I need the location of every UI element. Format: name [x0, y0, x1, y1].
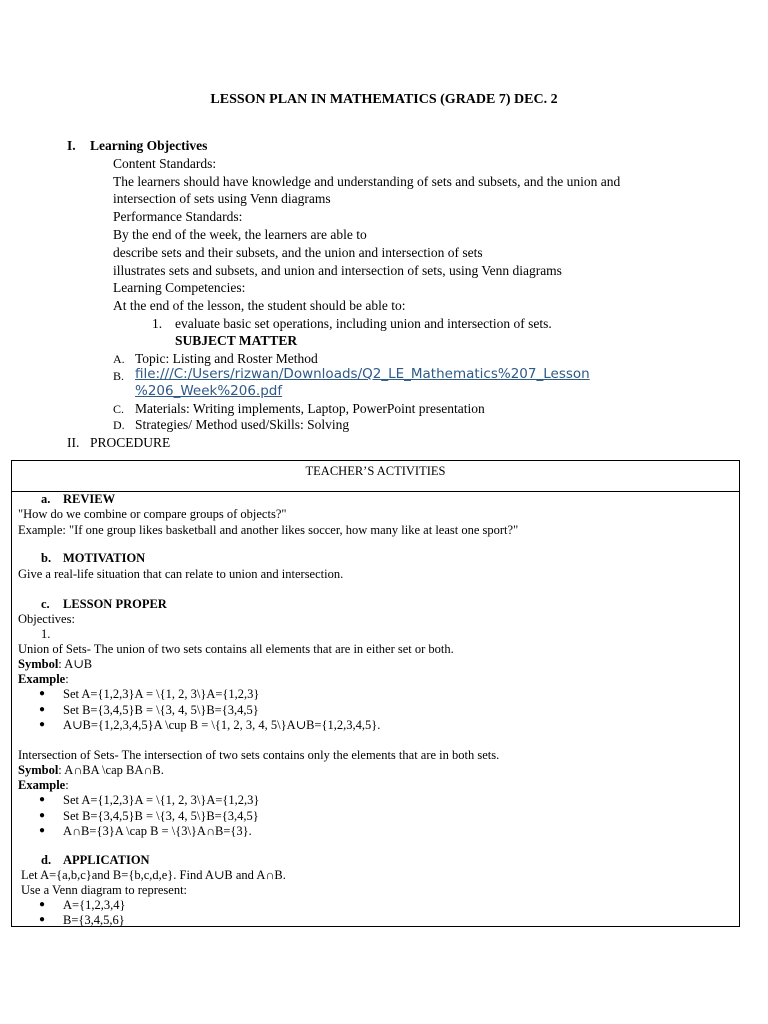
section-numeral: I.: [67, 138, 76, 153]
bullet-icon: ●: [39, 825, 46, 836]
subject-topic: Topic: Listing and Roster Method: [135, 351, 318, 366]
intersection-example-item: Set A={1,2,3}A = \{1, 2, 3\}A={1,2,3}: [63, 793, 260, 807]
application-heading: APPLICATION: [63, 853, 150, 867]
example-label: Example:: [18, 778, 69, 792]
list-number: 1.: [41, 627, 51, 641]
bullet-icon: ●: [39, 704, 46, 715]
competency-item: evaluate basic set operations, including union and intersection of sets.: [175, 316, 552, 331]
learning-competencies-label: Learning Competencies:: [113, 280, 246, 295]
section-numeral: II.: [67, 435, 80, 450]
union-example-item: Set A={1,2,3}A = \{1, 2, 3\}A={1,2,3}: [63, 687, 260, 701]
motivation-text: Give a real-life situation that can relate to union and intersection.: [18, 567, 344, 581]
example-label: Example:: [18, 672, 69, 686]
performance-standards-text: illustrates sets and subsets, and union and intersection of sets, using Venn diagrams: [113, 263, 562, 278]
table-header: TEACHER’S ACTIVITIES: [12, 461, 739, 492]
activities-table: [11, 460, 740, 927]
union-example-item: A∪B={1,2,3,4,5}A \cup B = \{1, 2, 3, 4, 5\}A∪B={1,2,3,4,5}.: [63, 718, 381, 732]
document-title: LESSON PLAN IN MATHEMATICS (GRADE 7) DEC. 2: [210, 92, 558, 107]
bullet-icon: ●: [39, 688, 46, 699]
procedure-heading: PROCEDURE: [90, 435, 171, 450]
performance-standards-text: describe sets and their subsets, and the union and intersection of sets: [113, 245, 483, 260]
application-set: A={1,2,3,4}: [63, 898, 126, 912]
list-letter: A.: [113, 352, 125, 366]
learning-competencies-text: At the end of the lesson, the student should be able to:: [113, 298, 406, 313]
intersection-example-item: A∩B={3}A \cap B = \{3\}A∩B={3}.: [63, 824, 252, 838]
section-heading: Learning Objectives: [90, 138, 208, 153]
application-task: Let A={a,b,c}and B={b,c,d,e}. Find A∪B and A∩B.: [21, 868, 286, 882]
list-letter: c.: [41, 597, 50, 611]
motivation-heading: MOTIVATION: [63, 551, 146, 565]
reference-link[interactable]: %206_Week%206.pdf: [135, 383, 283, 399]
subject-materials: Materials: Writing implements, Laptop, PowerPoint presentation: [135, 401, 485, 416]
intersection-definition: Intersection of Sets- The intersection of two sets contains only the elements that are in both sets.: [18, 748, 500, 762]
review-question: "How do we combine or compare groups of objects?": [18, 507, 287, 521]
bullet-icon: ●: [39, 914, 46, 925]
lesson-proper-heading: LESSON PROPER: [63, 597, 167, 611]
content-standards-text: intersection of sets using Venn diagrams: [113, 191, 331, 206]
list-letter: a.: [41, 492, 51, 506]
objectives-label: Objectives:: [18, 612, 75, 626]
content-standards-text: The learners should have knowledge and understanding of sets and subsets, and the union and: [113, 174, 621, 189]
content-standards-label: Content Standards:: [113, 156, 217, 171]
intersection-symbol: Symbol: A∩BA \cap BA∩B.: [18, 763, 164, 777]
bullet-icon: ●: [39, 719, 46, 730]
reference-link[interactable]: file:///C:/Users/rizwan/Downloads/Q2_LE_Mathematics%207_Lesson: [135, 366, 590, 382]
review-example: Example: "If one group likes basketball and another likes soccer, how many like at least one sport?": [18, 523, 519, 537]
bullet-icon: ●: [39, 794, 46, 805]
union-symbol: Symbol: A∪B: [18, 657, 93, 671]
list-letter: C.: [113, 402, 125, 416]
union-definition: Union of Sets- The union of two sets contains all elements that are in either set or both.: [18, 642, 454, 656]
list-letter: D.: [113, 418, 125, 432]
list-letter: d.: [41, 853, 52, 867]
bullet-icon: ●: [39, 810, 46, 821]
intersection-example-item: Set B={3,4,5}B = \{3, 4, 5\}B={3,4,5}: [63, 809, 259, 823]
subject-strategies: Strategies/ Method used/Skills: Solving: [135, 417, 350, 432]
list-letter: b.: [41, 551, 52, 565]
union-example-item: Set B={3,4,5}B = \{3, 4, 5\}B={3,4,5}: [63, 703, 259, 717]
performance-standards-text: By the end of the week, the learners are able to: [113, 227, 367, 242]
list-number: 1.: [152, 316, 163, 331]
review-heading: REVIEW: [63, 492, 116, 506]
bullet-icon: ●: [39, 899, 46, 910]
list-letter: B.: [113, 369, 125, 383]
subject-matter-heading: SUBJECT MATTER: [175, 333, 298, 348]
performance-standards-label: Performance Standards:: [113, 209, 243, 224]
application-task: Use a Venn diagram to represent:: [21, 883, 188, 897]
application-set: B={3,4,5,6}: [63, 913, 125, 927]
